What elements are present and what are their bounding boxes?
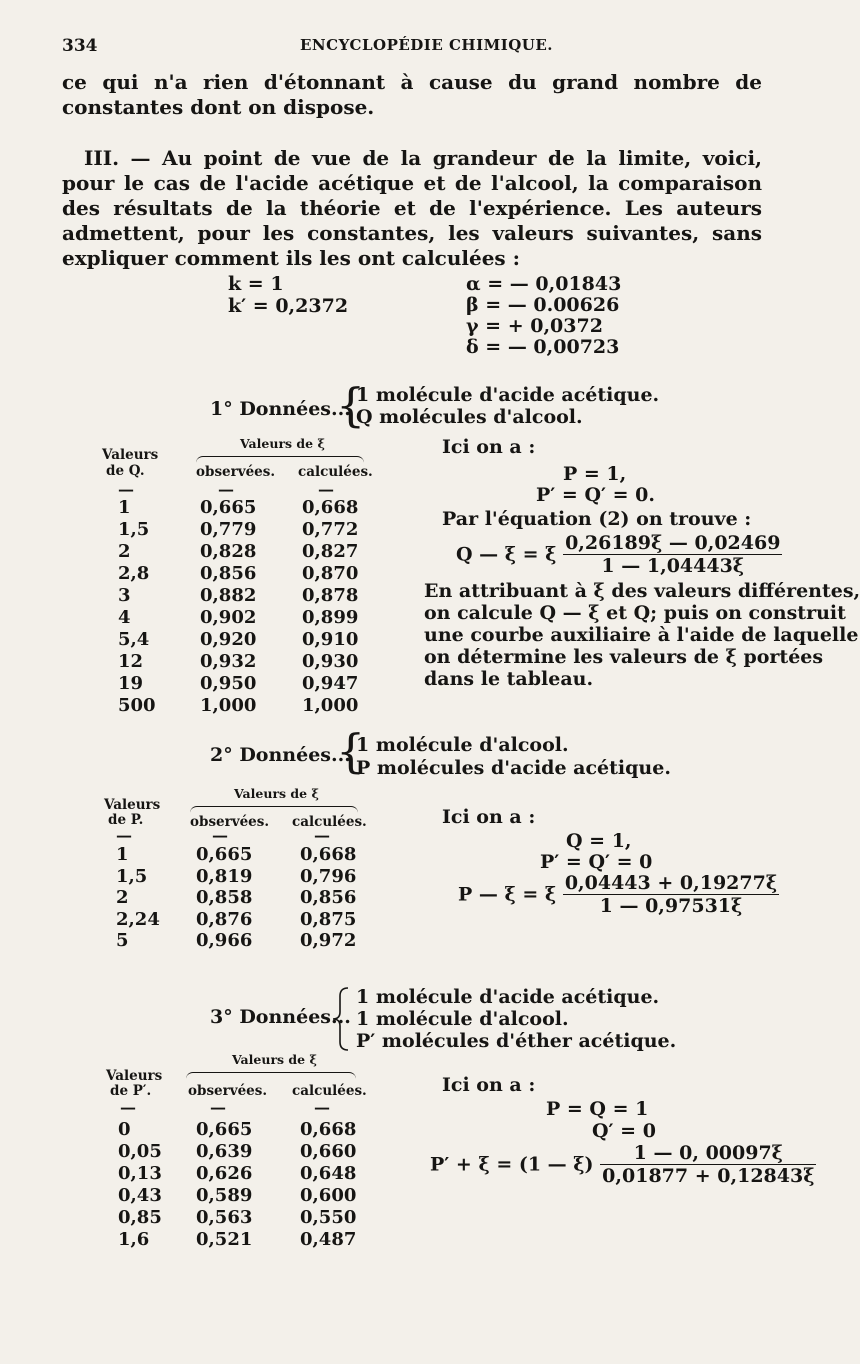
s2-col-var-2: de P. [108, 812, 144, 828]
s2-cell: 0,858 [196, 887, 253, 908]
s3-cell: 0,487 [300, 1229, 357, 1250]
s3-cell: 0,589 [196, 1185, 253, 1206]
s2-brace: { [336, 724, 366, 778]
s2-overbrace [190, 806, 358, 813]
s1-overbrace [196, 456, 364, 463]
s3-cell: 0,05 [118, 1141, 162, 1162]
s1-brace-line-2: Q molécules d'alcool. [356, 406, 583, 428]
s3-dash-obs: — [210, 1098, 226, 1117]
s2-col-observees: observées. [190, 814, 270, 830]
s1-cell: 0,772 [302, 519, 359, 540]
s3-formula [430, 1142, 816, 1187]
running-header [62, 36, 762, 58]
s3-cell: 0,648 [300, 1163, 357, 1184]
s3-dash-var: — [120, 1098, 136, 1117]
s3-dash-calc: — [314, 1098, 330, 1117]
s1-cell: 0,665 [200, 497, 257, 518]
s1-cell: 0,668 [302, 497, 359, 518]
s2-formula-fraction [563, 872, 779, 917]
s1-cell: 0,828 [200, 541, 257, 562]
paragraph-continuation: ce qui n'a rien d'étonnant à cause du grand nombre de constantes dont on dispose. [62, 70, 762, 119]
s1-cell: 0,910 [302, 629, 359, 650]
s1-cell: 0,899 [302, 607, 359, 628]
s3-col-var-2: de P′. [110, 1083, 152, 1099]
s1-cell: 0,950 [200, 673, 257, 694]
s1-eq-2: P′ = Q′ = 0. [536, 484, 655, 506]
s1-cell: 5,4 [118, 629, 150, 650]
s1-col-calculees: calculées. [298, 464, 373, 480]
s3-formula-denominator: 0,01877 + 0,12843ξ [602, 1165, 815, 1187]
s2-cell: 2 [116, 887, 129, 908]
s3-eq-1: P = Q = 1 [546, 1098, 649, 1120]
s1-cell: 0,878 [302, 585, 359, 606]
s3-col-calculees: calculées. [292, 1083, 367, 1099]
s1-brace-line-1: 1 molécule d'acide acétique. [356, 384, 660, 406]
s1-cell: 12 [118, 651, 144, 672]
s2-cell: 5 [116, 930, 129, 951]
s2-cell: 0,668 [300, 844, 357, 865]
s3-cell: 0,668 [300, 1119, 357, 1140]
s2-cell: 0,966 [196, 930, 253, 951]
s2-dash-calc: — [314, 826, 330, 845]
s2-brace-line-1: 1 molécule d'alcool. [356, 734, 569, 756]
s3-eq-2: Q′ = 0 [592, 1120, 656, 1142]
s3-cell: 0,660 [300, 1141, 357, 1162]
s1-cell: 1,5 [118, 519, 150, 540]
s2-formula [458, 872, 779, 917]
s3-cell: 0,13 [118, 1163, 162, 1184]
s1-note-line: une courbe auxiliaire à l'aide de laquelle [424, 624, 859, 646]
constant-beta: β = — 0.00626 [466, 294, 620, 316]
s1-group-header: Valeurs de ξ [240, 436, 325, 451]
s1-donnees-label: 1° Données... [210, 398, 351, 420]
page-number: 334 [62, 36, 98, 56]
s1-cell: 2 [118, 541, 131, 562]
constant-k-prime: k′ = 0,2372 [228, 295, 349, 317]
s3-overbrace [186, 1072, 356, 1079]
s2-formula-lhs: P — ξ = ξ [458, 883, 557, 906]
s3-formula-fraction [600, 1142, 816, 1187]
s2-cell: 1,5 [116, 865, 148, 887]
s1-cell: 1,000 [200, 695, 257, 716]
s1-cell: 19 [118, 673, 144, 694]
s2-cell: 0,819 [196, 865, 253, 887]
s1-dash-calc: — [318, 480, 334, 499]
s3-cell: 1,6 [118, 1229, 150, 1250]
s3-brace [330, 986, 352, 1052]
s1-note-line: on calcule Q — ξ et Q; puis on construit [424, 602, 846, 624]
s1-cell: 0,870 [302, 563, 359, 584]
s3-formula-lhs: P′ + ξ = (1 — ξ) [430, 1153, 594, 1176]
constant-k: k = 1 [228, 273, 284, 295]
constant-delta: δ = — 0,00723 [466, 336, 620, 358]
s2-col-var-1: Valeurs [104, 797, 161, 813]
s1-cell: 0,902 [200, 607, 257, 628]
s3-cell: 0,563 [196, 1207, 253, 1228]
s1-eq-1: P = 1, [563, 463, 627, 485]
s1-col-var-1: Valeurs [102, 447, 159, 463]
s1-col-observees: observées. [196, 464, 276, 480]
s1-cell: 1,000 [302, 695, 359, 716]
s1-cell: 0,947 [302, 673, 359, 694]
s1-dash-obs: — [218, 480, 234, 499]
s3-formula-numerator: 1 — 0, 00097ξ [600, 1142, 816, 1165]
s1-formula-denominator: 1 — 1,04443ξ [601, 555, 745, 577]
s1-cell: 0,932 [200, 651, 257, 672]
paragraph-body: Au point de vue de la grandeur de la limite, voici, pour le cas de l'acide acétique et de l'alcool, la comparaison des résultats de la théorie et de l'expérience. Les auteurs admettent, pour les constantes, les valeurs suivantes, sans expliquer comment ils les ont calculées : [62, 146, 762, 270]
constant-alpha: α = — 0,01843 [466, 273, 622, 295]
s1-cell: 0,920 [200, 629, 257, 650]
s3-cell: 0,43 [118, 1185, 162, 1206]
s3-donnees-label: 3° Données... [210, 1006, 351, 1028]
s2-eq-1: Q = 1, [566, 830, 632, 852]
s1-cell: 0,827 [302, 541, 359, 562]
s3-cell: 0,85 [118, 1207, 162, 1228]
running-title: ENCYCLOPÉDIE CHIMIQUE. [300, 36, 554, 54]
s2-group-header: Valeurs de ξ [234, 786, 319, 801]
paragraph-section-iii [62, 146, 762, 271]
s1-cell: 500 [118, 695, 156, 716]
s2-cell: 0,876 [196, 908, 253, 930]
section-number: III. — [84, 146, 151, 170]
s1-cell: 4 [118, 607, 131, 628]
s2-cell: 1 [116, 844, 129, 865]
s1-cell: 1 [118, 497, 131, 518]
s2-ici: Ici on a : [442, 806, 536, 828]
s3-brace-line-1: 1 molécule d'acide acétique. [356, 986, 660, 1008]
s2-cell: 0,856 [300, 887, 357, 908]
s2-dash-obs: — [212, 826, 228, 845]
s2-cell: 0,665 [196, 844, 253, 865]
s1-brace: { [336, 378, 366, 432]
s3-cell: 0,550 [300, 1207, 357, 1228]
s2-col-calculees: calculées. [292, 814, 367, 830]
s2-donnees-label: 2° Données... [210, 744, 351, 766]
s2-cell: 0,972 [300, 930, 357, 951]
s1-formula-fraction [563, 532, 782, 577]
s2-cell: 2,24 [116, 908, 160, 930]
s1-note-line: dans le tableau. [424, 668, 594, 690]
s3-col-var-1: Valeurs [106, 1068, 163, 1084]
s1-note [424, 580, 860, 690]
s1-dash-var: — [118, 480, 134, 499]
s2-eq-2: P′ = Q′ = 0 [540, 851, 653, 873]
s3-cell: 0 [118, 1119, 131, 1140]
s3-brace-line-2: 1 molécule d'alcool. [356, 1008, 569, 1030]
s1-cell: 0,930 [302, 651, 359, 672]
s1-cell: 3 [118, 585, 131, 606]
s1-formula-lhs: Q — ξ = ξ [456, 543, 557, 566]
s1-ici: Ici on a : [442, 436, 536, 458]
s3-cell: 0,639 [196, 1141, 253, 1162]
s1-col-var-2: de Q. [106, 463, 145, 479]
s3-ici: Ici on a : [442, 1074, 536, 1096]
s2-dash-var: — [116, 826, 132, 845]
s3-cell: 0,626 [196, 1163, 253, 1184]
s3-cell: 0,665 [196, 1119, 253, 1140]
s3-brace-line-3: P′ molécules d'éther acétique. [356, 1030, 677, 1052]
s1-note-line: on détermine les valeurs de ξ portées [424, 646, 824, 668]
s1-note-line: En attribuant à ξ des valeurs différentes, [424, 580, 860, 602]
s1-cell: 2,8 [118, 563, 150, 584]
s1-cell: 0,856 [200, 563, 257, 584]
s2-formula-denominator: 1 — 0,97531ξ [599, 895, 743, 917]
s1-cell: 0,882 [200, 585, 257, 606]
s3-col-observees: observées. [188, 1083, 268, 1099]
s1-cell: 0,779 [200, 519, 257, 540]
s2-cell: 0,875 [300, 908, 357, 930]
s1-par: Par l'équation (2) on trouve : [442, 508, 752, 530]
s3-cell: 0,600 [300, 1185, 357, 1206]
s3-cell: 0,521 [196, 1229, 253, 1250]
s1-formula [456, 532, 782, 577]
constant-gamma: γ = + 0,0372 [466, 315, 603, 337]
s3-group-header: Valeurs de ξ [232, 1052, 317, 1067]
s2-formula-numerator: 0,04443 + 0,19277ξ [564, 872, 778, 894]
s1-formula-numerator: 0,26189ξ — 0,02469 [565, 532, 781, 554]
s2-brace-line-2: P molécules d'acide acétique. [356, 757, 671, 779]
s2-cell: 0,796 [300, 865, 357, 887]
